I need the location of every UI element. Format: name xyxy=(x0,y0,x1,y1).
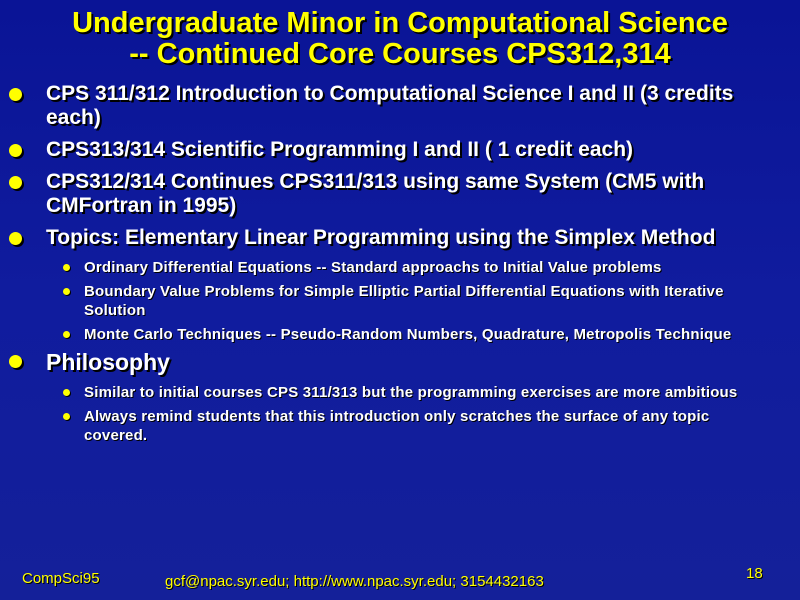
slide-content xyxy=(0,82,800,450)
bullet-item-topics xyxy=(0,226,800,250)
sub-bullet-item-text: Always remind students that this introduction only scratches the surface of any topic covered. xyxy=(84,408,710,444)
bullet-item-text: Philosophy xyxy=(46,349,170,375)
sub-bullet-item-text: Monte Carlo Techniques -- Pseudo-Random Numbers, Quadrature, Metropolis Technique xyxy=(84,326,732,343)
bullet-dot-icon xyxy=(9,176,22,189)
footer-course-label: CompSci95 xyxy=(22,570,100,587)
bullet-item-cps313-314 xyxy=(0,138,800,162)
sub-bullet-item-bvp xyxy=(0,282,800,320)
footer-contact-info: gcf@npac.syr.edu; http://www.npac.syr.edu; 3154432163 xyxy=(165,573,544,590)
sub-bullet-dot-icon xyxy=(63,264,70,271)
sub-bullet-item-ode xyxy=(0,258,800,277)
sub-bullet-dot-icon xyxy=(63,413,70,420)
bullet-item-cps312-314 xyxy=(0,170,800,218)
bullet-item-cps311-312 xyxy=(0,82,800,130)
sub-bullet-item-text: Ordinary Differential Equations -- Standard approachs to Initial Value problems xyxy=(84,259,662,276)
sub-bullet-item-text: Similar to initial courses CPS 311/313 but the programming exercises are more ambitious xyxy=(84,384,738,401)
bullet-dot-icon xyxy=(9,88,22,101)
footer-page-number: 18 xyxy=(746,565,763,582)
bullet-item-text: CPS313/314 Scientific Programming I and II ( 1 credit each) xyxy=(46,138,634,161)
sub-bullet-item-similar xyxy=(0,383,800,402)
sub-bullet-item-always-remind xyxy=(0,407,800,445)
sub-bullet-dot-icon xyxy=(63,389,70,396)
bullet-item-text: CPS312/314 Continues CPS311/313 using same System (CM5 with CMFortran in 1995) xyxy=(46,170,705,217)
sub-bullet-dot-icon xyxy=(63,331,70,338)
sub-bullet-dot-icon xyxy=(63,288,70,295)
bullet-dot-icon xyxy=(9,144,22,157)
slide-title-line-1: Undergraduate Minor in Computational Science xyxy=(72,7,728,39)
bullet-dot-icon xyxy=(9,232,22,245)
bullet-item-text: CPS 311/312 Introduction to Computational Science I and II (3 credits each) xyxy=(46,82,734,129)
slide-title xyxy=(0,8,800,70)
slide-title-line-2: -- Continued Core Courses CPS312,314 xyxy=(129,38,671,70)
bullet-item-philosophy xyxy=(0,349,800,375)
bullet-dot-icon xyxy=(9,355,22,368)
sub-bullet-item-monte-carlo xyxy=(0,325,800,344)
sub-bullet-item-text: Boundary Value Problems for Simple Elliptic Partial Differential Equations with Iterative Solution xyxy=(84,283,724,319)
bullet-item-text: Topics: Elementary Linear Programming using the Simplex Method xyxy=(46,226,716,249)
